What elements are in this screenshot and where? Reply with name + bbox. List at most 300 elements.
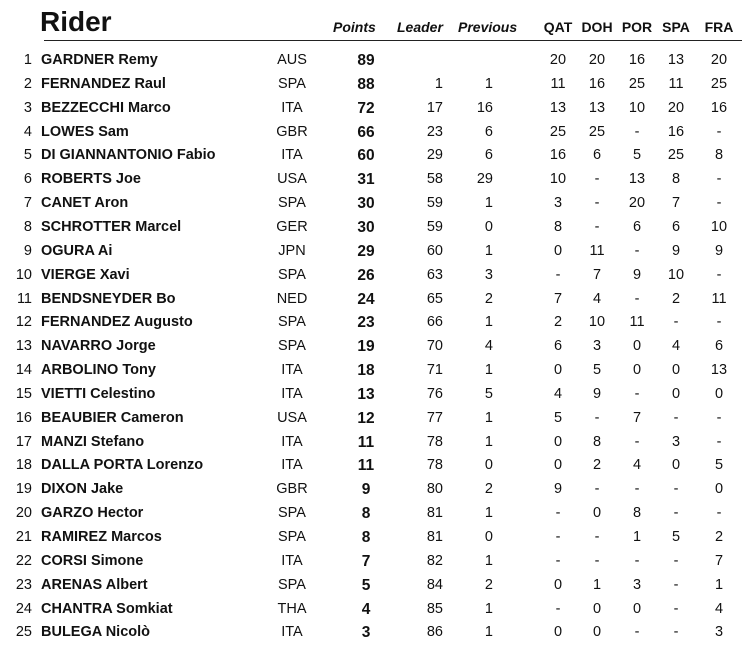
- race-column-header: QAT: [543, 19, 573, 35]
- table-row: [0, 121, 745, 144]
- points-cell: 19: [357, 338, 375, 356]
- race-points-cell: 0: [553, 433, 563, 450]
- race-points-cell: 4: [592, 290, 602, 307]
- race-points-cell: 9: [592, 385, 602, 402]
- points-cell: 89: [357, 52, 375, 69]
- position-cell: 4: [23, 123, 32, 140]
- rider-name-cell: VIERGE Xavi: [41, 266, 130, 283]
- position-cell: 7: [23, 195, 32, 212]
- table-row: [0, 526, 745, 549]
- race-points-cell: 8: [671, 171, 681, 188]
- race-points-cell: 7: [671, 195, 681, 212]
- rider-name-cell: BEZZECCHI Marco: [41, 99, 171, 116]
- previous-gap-cell: 29: [476, 171, 493, 188]
- race-points-cell: 13: [710, 362, 728, 379]
- race-points-cell: 0: [592, 505, 602, 522]
- rider-name-cell: SCHROTTER Marcel: [41, 218, 182, 235]
- race-points-cell: 3: [671, 433, 681, 450]
- nation-cell: SPA: [278, 505, 306, 522]
- race-points-cell: -: [555, 552, 561, 569]
- race-points-cell: 16: [628, 52, 646, 68]
- race-points-cell: -: [673, 505, 679, 522]
- previous-gap-cell: 1: [484, 409, 493, 426]
- race-points-cell: 5: [632, 147, 642, 164]
- table-row: [0, 311, 745, 334]
- table-row: [0, 264, 745, 287]
- previous-gap-cell: 1: [484, 314, 493, 331]
- race-points-cell: 0: [632, 362, 642, 379]
- leader-gap-cell: 65: [426, 290, 443, 307]
- rider-name-cell: ARENAS Albert: [41, 576, 148, 593]
- points-cell: 60: [357, 147, 375, 165]
- race-points-cell: 0: [671, 385, 681, 402]
- race-points-cell: 13: [549, 99, 567, 116]
- table-row: [0, 454, 745, 477]
- table-row: [0, 550, 745, 573]
- race-points-cell: -: [594, 409, 600, 426]
- points-cell: 26: [357, 266, 375, 284]
- race-points-cell: 0: [714, 385, 724, 402]
- rider-name-cell: VIETTI Celestino: [41, 385, 156, 402]
- race-points-cell: 20: [667, 99, 685, 116]
- table-row: [0, 621, 745, 644]
- race-points-cell: -: [716, 314, 722, 331]
- race-points-cell: -: [716, 266, 722, 283]
- race-points-cell: -: [634, 433, 640, 450]
- nation-cell: ITA: [281, 362, 303, 379]
- race-points-cell: 4: [632, 457, 642, 474]
- nation-cell: USA: [277, 409, 307, 426]
- race-points-cell: -: [555, 529, 561, 545]
- race-points-cell: 9: [553, 481, 563, 498]
- race-points-cell: 4: [714, 600, 724, 617]
- points-cell: 4: [361, 600, 371, 618]
- previous-gap-cell: 1: [484, 195, 493, 212]
- points-cell: 9: [361, 481, 371, 499]
- race-points-cell: 5: [553, 409, 563, 426]
- race-points-cell: 11: [668, 75, 684, 92]
- leader-gap-cell: 17: [426, 99, 443, 116]
- race-points-cell: 7: [592, 266, 602, 283]
- race-points-cell: 6: [592, 147, 602, 164]
- race-points-cell: -: [634, 624, 640, 641]
- rider-name-cell: MANZI Stefano: [41, 433, 145, 450]
- leader-column-header: Leader: [397, 19, 443, 35]
- header-divider: [44, 40, 742, 41]
- table-row: [0, 478, 745, 501]
- race-points-cell: 0: [632, 600, 642, 617]
- nation-cell: USA: [277, 171, 307, 188]
- leader-gap-cell: 71: [426, 362, 443, 379]
- nation-cell: ITA: [281, 624, 303, 641]
- rider-column-title: Rider: [40, 6, 112, 37]
- race-points-cell: -: [594, 171, 600, 188]
- leader-gap-cell: 78: [426, 457, 443, 474]
- race-points-cell: -: [716, 123, 722, 140]
- table-row: [0, 73, 745, 96]
- race-points-cell: 25: [549, 123, 567, 140]
- table-row: [0, 431, 745, 454]
- position-cell: 11: [16, 290, 32, 307]
- position-cell: 21: [15, 529, 32, 545]
- table-row: [0, 49, 745, 72]
- leader-gap-cell: 29: [426, 147, 443, 164]
- points-cell: 5: [361, 576, 371, 594]
- nation-cell: SPA: [278, 338, 306, 355]
- position-cell: 5: [23, 147, 32, 164]
- race-points-cell: 0: [714, 481, 724, 498]
- race-points-cell: -: [634, 385, 640, 402]
- race-points-cell: 11: [629, 314, 645, 331]
- race-points-cell: 8: [553, 218, 563, 235]
- points-cell: 7: [361, 552, 371, 570]
- table-row: [0, 574, 745, 597]
- position-cell: 24: [15, 600, 32, 617]
- rider-name-cell: DI GIANNANTONIO Fabio: [41, 147, 216, 164]
- race-points-cell: 7: [714, 552, 724, 569]
- leader-gap-cell: 78: [426, 433, 443, 450]
- race-points-cell: 0: [592, 600, 602, 617]
- previous-gap-cell: 0: [484, 218, 493, 235]
- points-cell: 11: [357, 457, 375, 475]
- previous-gap-cell: 2: [484, 576, 493, 593]
- nation-cell: ITA: [281, 457, 303, 474]
- race-points-cell: 5: [592, 362, 602, 379]
- race-points-cell: 3: [592, 338, 602, 355]
- previous-gap-cell: 0: [484, 457, 493, 474]
- points-cell: 3: [361, 624, 371, 642]
- race-points-cell: 8: [714, 147, 724, 164]
- race-points-cell: 10: [667, 266, 685, 283]
- race-points-cell: 16: [667, 123, 685, 140]
- nation-cell: GBR: [276, 123, 308, 140]
- race-column-header: POR: [621, 19, 653, 35]
- rider-name-cell: DIXON Jake: [41, 481, 124, 498]
- race-points-cell: 0: [553, 242, 563, 259]
- leader-gap-cell: 60: [426, 242, 443, 259]
- nation-cell: ITA: [281, 99, 303, 116]
- race-points-cell: 9: [632, 266, 642, 283]
- race-points-cell: 8: [632, 505, 642, 522]
- race-column-header: SPA: [662, 19, 690, 35]
- rider-name-cell: DALLA PORTA Lorenzo: [41, 457, 204, 474]
- race-points-cell: 25: [667, 147, 685, 164]
- table-row: [0, 144, 745, 167]
- race-points-cell: 0: [553, 624, 563, 641]
- race-points-cell: -: [634, 481, 640, 498]
- rider-name-cell: CHANTRA Somkiat: [41, 600, 173, 617]
- race-points-cell: 16: [549, 147, 567, 164]
- rider-name-cell: BENDSNEYDER Bo: [41, 290, 176, 307]
- points-column-header: Points: [333, 19, 376, 35]
- race-points-cell: 4: [671, 338, 681, 355]
- leader-gap-cell: 59: [426, 195, 443, 212]
- points-cell: 66: [357, 123, 375, 141]
- previous-gap-cell: 16: [476, 99, 493, 116]
- race-points-cell: 9: [671, 242, 681, 259]
- points-cell: 12: [357, 409, 375, 427]
- race-points-cell: -: [594, 218, 600, 235]
- points-cell: 13: [357, 385, 375, 403]
- race-points-cell: 3: [714, 624, 724, 641]
- position-cell: 1: [23, 52, 32, 68]
- race-points-cell: -: [716, 171, 722, 188]
- rider-name-cell: CANET Aron: [41, 195, 129, 212]
- rider-name-cell: RAMIREZ Marcos: [41, 529, 162, 545]
- previous-gap-cell: 4: [484, 338, 493, 355]
- race-points-cell: 20: [588, 52, 606, 68]
- race-points-cell: 10: [628, 99, 646, 116]
- previous-gap-cell: 3: [484, 266, 493, 283]
- race-points-cell: 0: [553, 576, 563, 593]
- previous-gap-cell: 1: [484, 362, 493, 379]
- rider-name-cell: NAVARRO Jorge: [41, 338, 156, 355]
- race-points-cell: -: [673, 600, 679, 617]
- race-points-cell: -: [673, 314, 679, 331]
- table-row: [0, 216, 745, 239]
- race-points-cell: 6: [632, 218, 642, 235]
- race-points-cell: 0: [592, 624, 602, 641]
- points-cell: 30: [357, 218, 375, 236]
- race-points-cell: 2: [714, 529, 724, 545]
- previous-gap-cell: 1: [484, 75, 493, 92]
- race-points-cell: 20: [628, 195, 646, 212]
- points-cell: 72: [357, 99, 375, 117]
- table-row: [0, 383, 745, 406]
- race-points-cell: 10: [588, 314, 606, 331]
- position-cell: 16: [15, 409, 32, 426]
- race-points-cell: -: [673, 624, 679, 641]
- race-points-cell: 1: [714, 576, 724, 593]
- points-cell: 31: [357, 171, 375, 189]
- race-points-cell: 16: [588, 75, 606, 92]
- race-points-cell: 2: [553, 314, 563, 331]
- position-cell: 2: [23, 75, 32, 92]
- race-points-cell: -: [634, 123, 640, 140]
- race-points-cell: 1: [632, 529, 642, 545]
- race-points-cell: -: [634, 242, 640, 259]
- race-points-cell: 1: [592, 576, 602, 593]
- race-points-cell: -: [555, 266, 561, 283]
- leader-gap-cell: 66: [426, 314, 443, 331]
- table-row: [0, 359, 745, 382]
- position-cell: 23: [15, 576, 32, 593]
- nation-cell: GER: [276, 218, 308, 235]
- nation-cell: SPA: [278, 75, 306, 92]
- previous-gap-cell: 1: [484, 505, 493, 522]
- race-points-cell: 13: [588, 99, 606, 116]
- race-points-cell: 25: [588, 123, 606, 140]
- position-cell: 17: [15, 433, 32, 450]
- nation-cell: ITA: [281, 433, 303, 450]
- position-cell: 13: [15, 338, 32, 355]
- previous-gap-cell: 6: [484, 123, 493, 140]
- points-cell: 8: [361, 529, 371, 546]
- race-points-cell: 13: [628, 171, 646, 188]
- leader-gap-cell: 85: [426, 600, 443, 617]
- previous-gap-cell: 0: [484, 529, 493, 545]
- rider-name-cell: OGURA Ai: [41, 242, 113, 259]
- race-points-cell: -: [555, 505, 561, 522]
- rider-name-cell: FERNANDEZ Raul: [41, 75, 166, 92]
- previous-gap-cell: 1: [484, 242, 493, 259]
- leader-gap-cell: 77: [426, 409, 443, 426]
- rider-name-cell: LOWES Sam: [41, 123, 129, 140]
- race-points-cell: 4: [553, 385, 563, 402]
- previous-gap-cell: 1: [484, 624, 493, 641]
- nation-cell: SPA: [278, 576, 306, 593]
- leader-gap-cell: 1: [434, 75, 443, 92]
- position-cell: 15: [15, 385, 32, 402]
- leader-gap-cell: 81: [426, 529, 443, 545]
- table-row: [0, 335, 745, 358]
- nation-cell: SPA: [278, 195, 306, 212]
- rider-name-cell: BEAUBIER Cameron: [41, 409, 184, 426]
- race-points-cell: 6: [553, 338, 563, 355]
- points-cell: 8: [361, 505, 371, 523]
- points-cell: 30: [357, 195, 375, 213]
- previous-column-header: Previous: [458, 19, 518, 35]
- race-points-cell: 2: [671, 290, 681, 307]
- previous-gap-cell: 1: [484, 600, 493, 617]
- race-points-cell: -: [673, 552, 679, 569]
- race-points-cell: 5: [671, 529, 681, 545]
- race-points-cell: -: [594, 529, 600, 545]
- rider-name-cell: CORSI Simone: [41, 552, 144, 569]
- leader-gap-cell: 63: [426, 266, 443, 283]
- position-cell: 9: [23, 242, 32, 259]
- rider-name-cell: GARZO Hector: [41, 505, 144, 522]
- race-points-cell: -: [716, 195, 722, 212]
- race-points-cell: 11: [589, 242, 605, 259]
- race-points-cell: -: [673, 481, 679, 498]
- race-points-cell: -: [634, 290, 640, 307]
- position-cell: 10: [15, 266, 32, 283]
- race-points-cell: 20: [549, 52, 567, 68]
- previous-gap-cell: 1: [484, 433, 493, 450]
- nation-cell: ITA: [281, 385, 303, 402]
- race-points-cell: -: [634, 552, 640, 569]
- leader-gap-cell: 84: [426, 576, 443, 593]
- table-row: [0, 97, 745, 120]
- table-row: [0, 168, 745, 191]
- race-points-cell: -: [716, 409, 722, 426]
- nation-cell: ITA: [281, 552, 303, 569]
- race-points-cell: 3: [553, 195, 563, 212]
- nation-cell: SPA: [278, 529, 306, 545]
- race-column-header: FRA: [704, 19, 734, 35]
- race-column-header: DOH: [581, 19, 613, 35]
- previous-gap-cell: 2: [484, 290, 493, 307]
- table-row: [0, 407, 745, 430]
- race-points-cell: -: [594, 481, 600, 498]
- race-points-cell: -: [594, 552, 600, 569]
- race-points-cell: 11: [711, 290, 727, 307]
- race-points-cell: 20: [710, 52, 728, 68]
- position-cell: 20: [15, 505, 32, 522]
- race-points-cell: 11: [550, 75, 566, 92]
- leader-gap-cell: 58: [426, 171, 443, 188]
- leader-gap-cell: 86: [426, 624, 443, 641]
- points-cell: 23: [357, 314, 375, 332]
- rider-name-cell: BULEGA Nicolò: [41, 624, 151, 641]
- leader-gap-cell: 82: [426, 552, 443, 569]
- position-cell: 14: [15, 362, 32, 379]
- race-points-cell: 8: [592, 433, 602, 450]
- nation-cell: GBR: [276, 481, 308, 498]
- position-cell: 19: [15, 481, 32, 498]
- table-row: [0, 598, 745, 621]
- leader-gap-cell: 76: [426, 385, 443, 402]
- nation-cell: NED: [276, 290, 308, 307]
- race-points-cell: 25: [628, 75, 646, 92]
- race-points-cell: 10: [710, 218, 728, 235]
- points-cell: 88: [357, 75, 375, 93]
- points-cell: 11: [357, 433, 375, 451]
- rider-name-cell: ARBOLINO Tony: [41, 362, 156, 379]
- race-points-cell: -: [673, 409, 679, 426]
- table-row: [0, 240, 745, 263]
- leader-gap-cell: 81: [426, 505, 443, 522]
- race-points-cell: 7: [553, 290, 563, 307]
- points-cell: 29: [357, 242, 375, 260]
- points-cell: 24: [357, 290, 375, 308]
- race-points-cell: 6: [714, 338, 724, 355]
- nation-cell: SPA: [278, 314, 306, 331]
- table-row: [0, 192, 745, 215]
- previous-gap-cell: 1: [484, 552, 493, 569]
- nation-cell: THA: [277, 600, 307, 617]
- rider-name-cell: FERNANDEZ Augusto: [41, 314, 193, 331]
- leader-gap-cell: 23: [426, 123, 443, 140]
- race-points-cell: 5: [714, 457, 724, 474]
- leader-gap-cell: 80: [426, 481, 443, 498]
- position-cell: 22: [15, 552, 32, 569]
- nation-cell: AUS: [277, 52, 307, 68]
- race-points-cell: -: [716, 505, 722, 522]
- race-points-cell: 7: [632, 409, 642, 426]
- leader-gap-cell: 70: [426, 338, 443, 355]
- race-points-cell: 13: [667, 52, 685, 68]
- race-points-cell: -: [594, 195, 600, 212]
- race-points-cell: 0: [671, 362, 681, 379]
- position-cell: 6: [23, 171, 32, 188]
- position-cell: 12: [15, 314, 32, 331]
- race-points-cell: 2: [592, 457, 602, 474]
- nation-cell: SPA: [278, 266, 306, 283]
- race-points-cell: -: [555, 600, 561, 617]
- race-points-cell: 3: [632, 576, 642, 593]
- rider-name-cell: ROBERTS Joe: [41, 171, 141, 188]
- race-points-cell: 6: [671, 218, 681, 235]
- race-points-cell: 10: [549, 171, 567, 188]
- race-points-cell: -: [716, 433, 722, 450]
- position-cell: 18: [15, 457, 32, 474]
- race-points-cell: -: [673, 576, 679, 593]
- previous-gap-cell: 6: [484, 147, 493, 164]
- points-cell: 18: [357, 362, 375, 380]
- leader-gap-cell: 59: [426, 218, 443, 235]
- position-cell: 3: [23, 99, 32, 116]
- rider-name-cell: GARDNER Remy: [41, 52, 158, 68]
- race-points-cell: 16: [710, 99, 728, 116]
- table-row: [0, 288, 745, 311]
- race-points-cell: 0: [632, 338, 642, 355]
- table-row: [0, 502, 745, 525]
- nation-cell: ITA: [281, 147, 303, 164]
- race-points-cell: 25: [710, 75, 728, 92]
- previous-gap-cell: 5: [484, 385, 493, 402]
